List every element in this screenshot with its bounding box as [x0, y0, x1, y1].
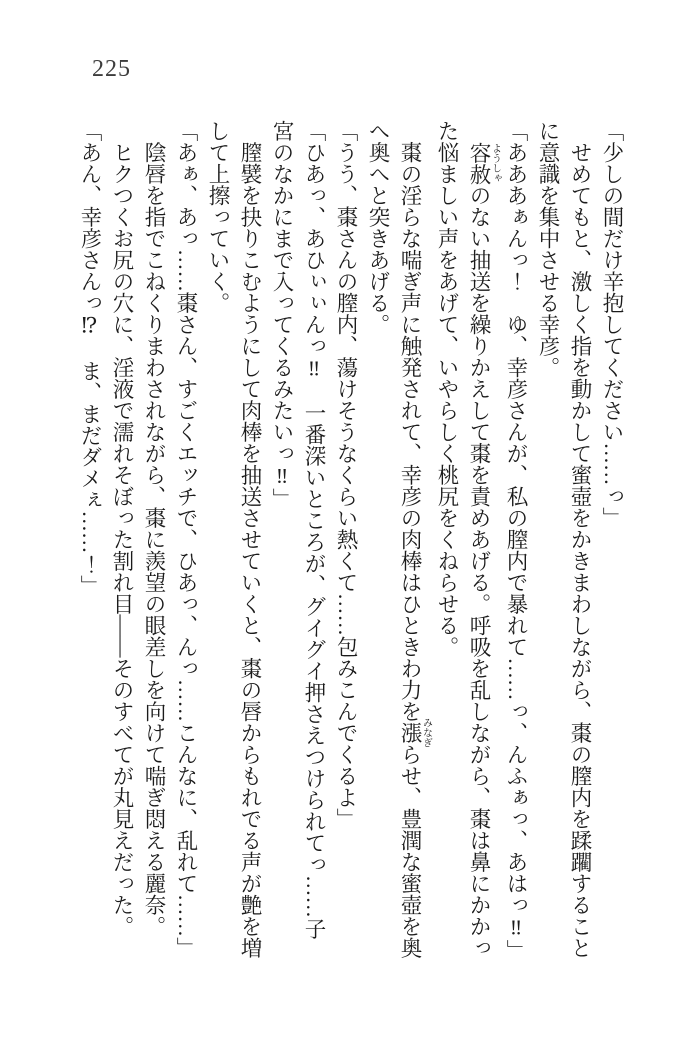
paragraph: せめてもと、激しく指を動かして蜜壺をかきまわしながら、棗の膣内を蹂躙することに意識を集中させる幸彦。 [536, 120, 592, 959]
furigana-ruby: 容赦ようしゃ [467, 141, 501, 185]
paragraph: 棗の淫らな喘ぎ声に触発されて、幸彦の肉棒はひときわ力を漲みなぎらせ、豊潤な蜜壺を奥へ奥へと突きあげる。 [366, 120, 432, 959]
paragraph: 容赦ようしゃのない抽送を繰りかえして棗を責めあげる。呼吸を乱しながら、棗は鼻にかかった悩ましい声をあげて、いやらしく桃尻をくねらせる。 [435, 120, 501, 959]
furigana-ruby: 漲みなぎ [398, 717, 432, 748]
paragraph: 膣襞を抉りこむようにして肉棒を抽送させていくと、棗の唇からもれでる声が艶を増して上擦っていく。 [206, 120, 262, 959]
page-text [74, 120, 628, 960]
furigana-reading: みなぎ [420, 717, 432, 748]
paragraph: 「あああぁんっ！ ゆ、幸彦さんが、私の膣内で暴れて……っ、んふぁっ、あはっ‼」 [504, 120, 528, 961]
paragraph: ヒクつくお尻の穴に、淫液で濡れそぼった割れ目——そのすべてが丸見えだった。 [110, 120, 134, 937]
paragraph: 「ひあっ、あひぃぃんっ‼ 一番深いところが、グイグイ押さえつけられてっ……子宮のなかにまで入ってくるみたいっ‼」 [270, 120, 326, 940]
paragraph: 「あん、幸彦さんっ⁉ ま、まだダメぇ……！」 [78, 120, 102, 597]
paragraph: 「少しの間だけ辛抱してください……っ」 [600, 120, 624, 529]
paragraph: 「うう、棗さんの膣内、蕩けそうなくらい熱くて……包みこんでくるよ」 [334, 120, 358, 830]
paragraph: 「あぁ、あっ……棗さん、すごくエッチで、ひあっ、んっ……こんなに、乱れて……」 [174, 120, 198, 959]
furigana-reading: ようしゃ [489, 141, 501, 185]
page-number: 225 [92, 56, 131, 82]
paragraph: 陰唇を指でこねくりまわされながら、棗に羨望の眼差しを向けて喘ぎ悶える麗奈。 [142, 120, 166, 937]
